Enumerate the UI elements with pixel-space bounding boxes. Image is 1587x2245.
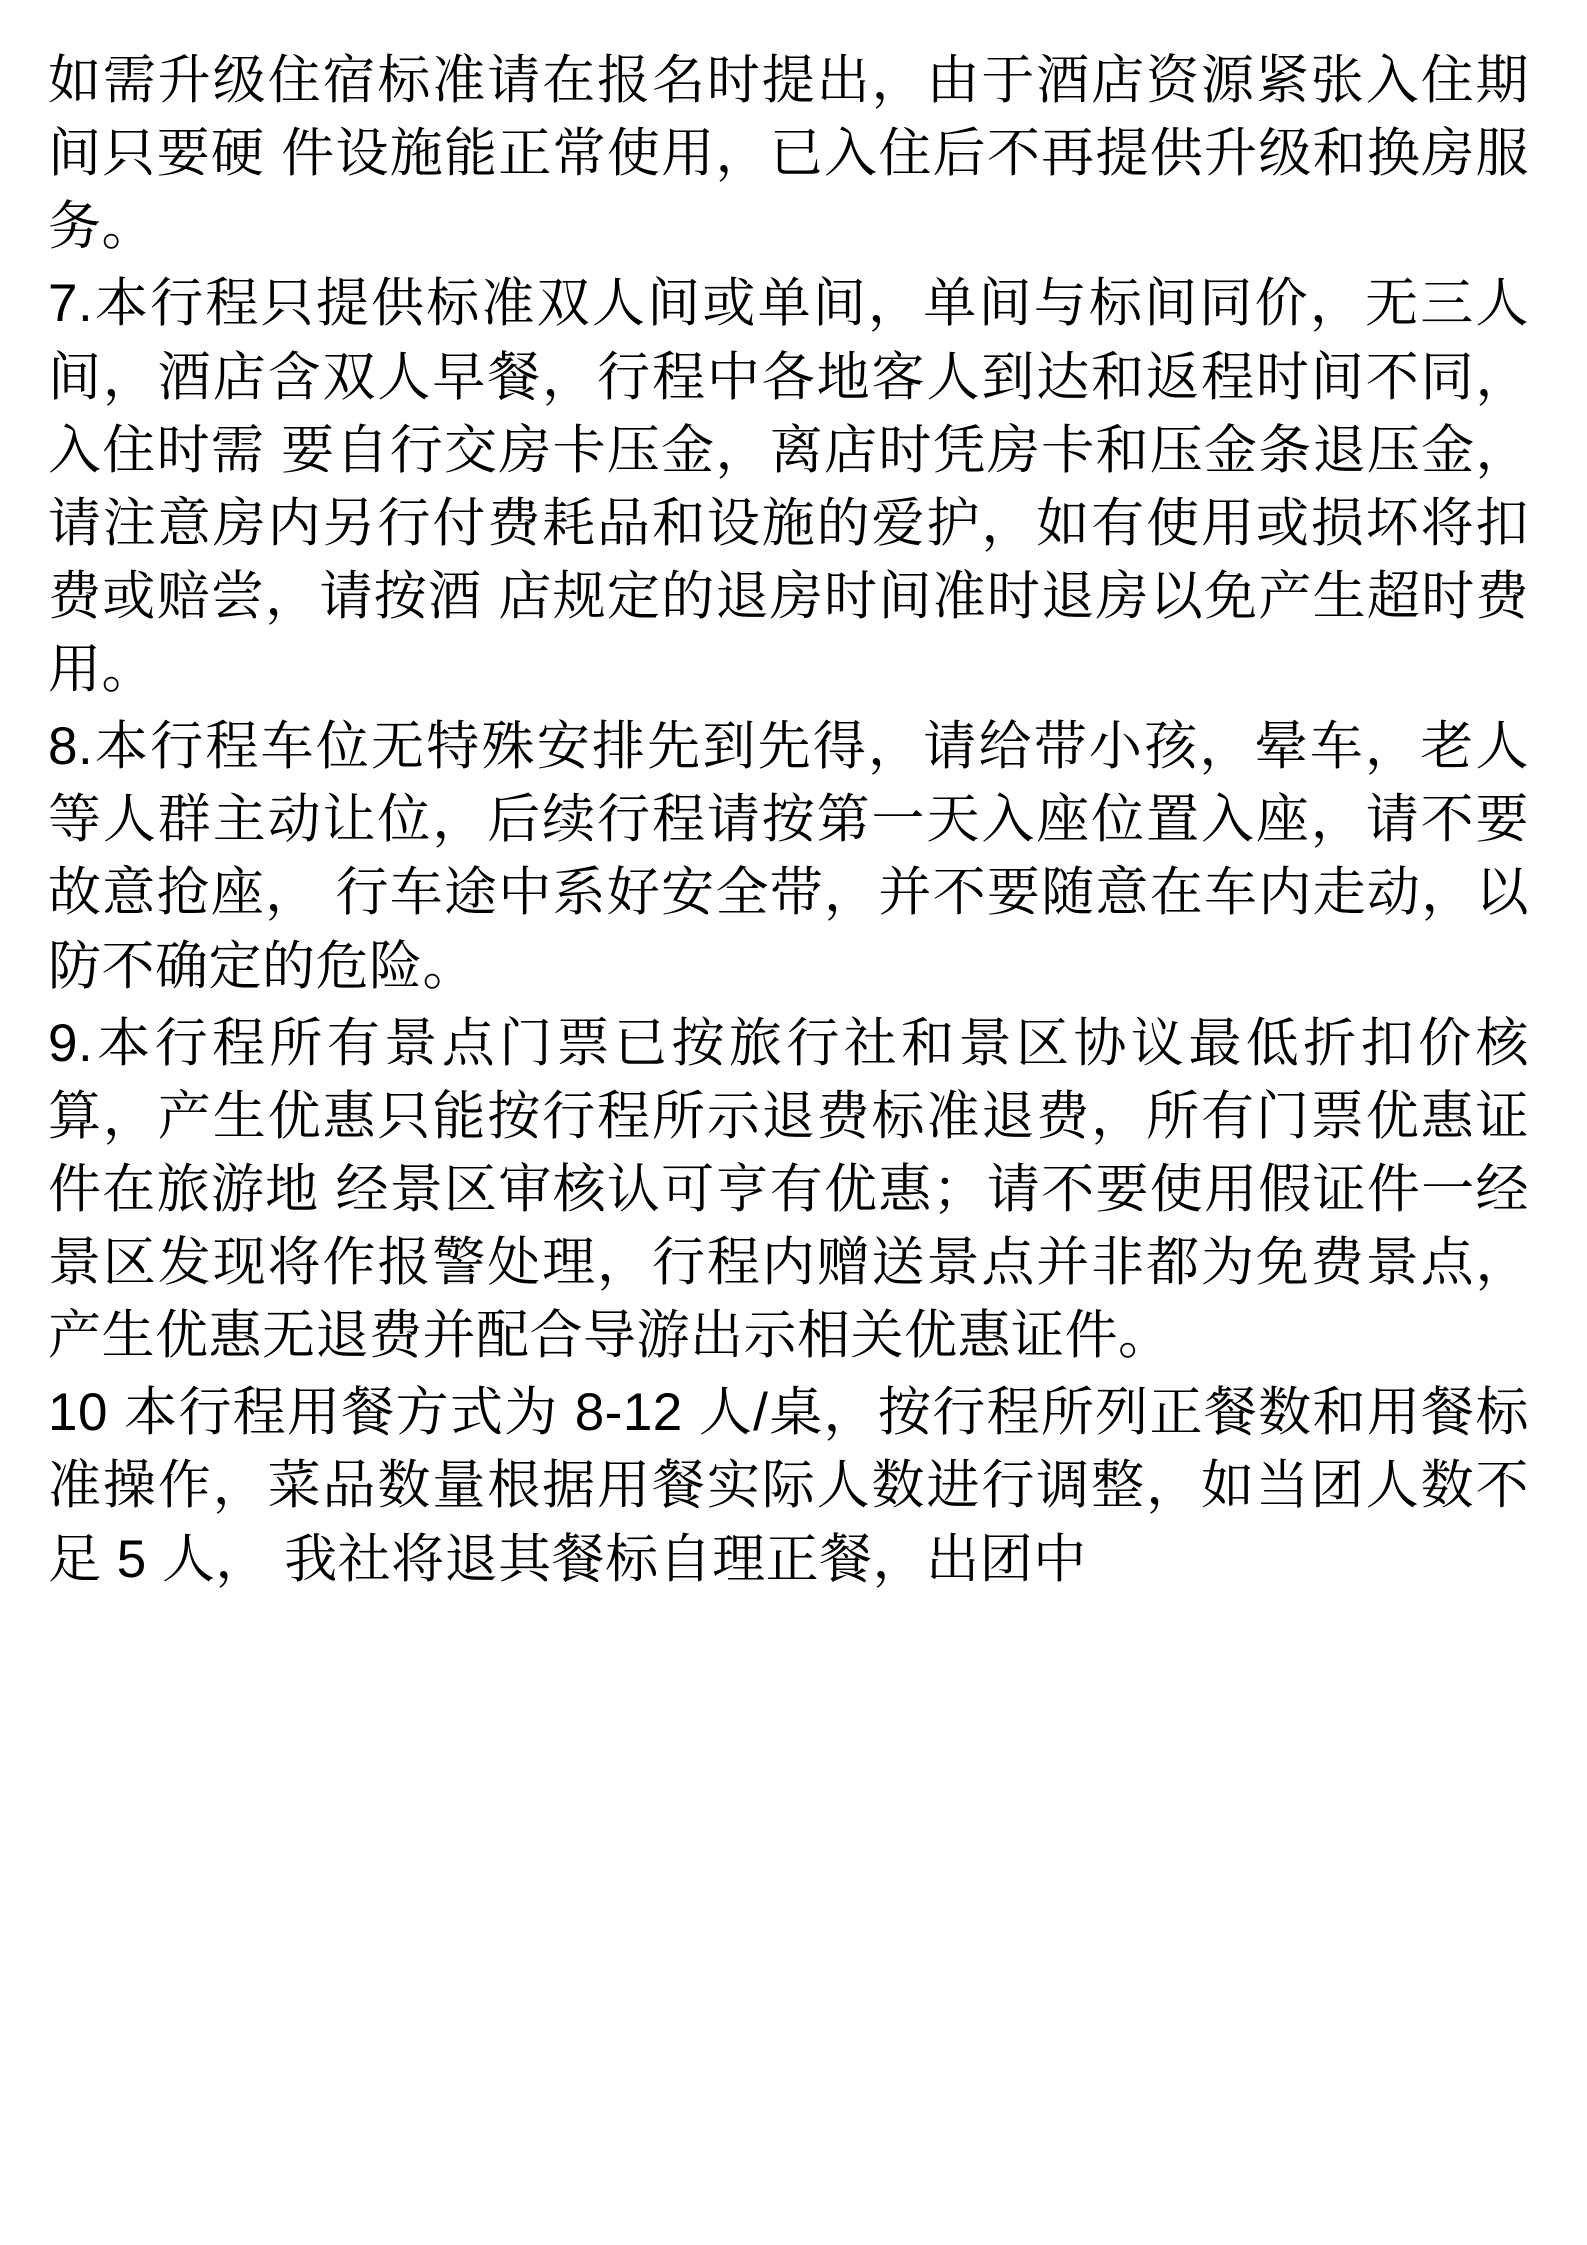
paragraph-10: 10 本行程用餐方式为 8-12 人/桌，按行程所列正餐数和用餐标准操作，菜品数量根据用餐实际人数进行调整，如当团人数不足 5 人， 我社将退其餐标自理正餐，出团中 (48, 1383, 1529, 1589)
paragraph-continuation-6: 如需升级住宿标准请在报名时提出，由于酒店资源紧张入住期间只要硬 件设施能正常使用，已入住后不再提供升级和换房服务。 (48, 51, 1529, 257)
paragraph-8: 8.本行程车位无特殊安排先到先得，请给带小孩，晕车，老人等人群主动让位，后续行程请按第一天入座位置入座，请不要故意抢座， 行车途中系好安全带，并不要随意在车内走动，以防不确定的危险。 (48, 717, 1529, 996)
document-body (48, 44, 1529, 1596)
paragraph-9: 9.本行程所有景点门票已按旅行社和景区协议最低折扣价核算，产生优惠只能按行程所示退费标准退费，所有门票优惠证件在旅游地 经景区审核认可亨有优惠；请不要使用假证件一经景区发现将作报警处理，行程内赠送景点并非都为免费景点，产生优惠无退费并配合导游出示相关优惠证件。 (48, 1013, 1529, 1366)
paragraph-7: 7.本行程只提供标准双人间或单间，单间与标间同价，无三人间，酒店含双人早餐，行程中各地客人到达和返程时间不同，入住时需 要自行交房卡压金，离店时凭房卡和压金条退压金，请注意房内另行付费耗品和设施的爱护，如有使用或损坏将扣费或赔尝，请按酒 店规定的退房时间准时退房以免产生超时费用。 (48, 274, 1529, 699)
